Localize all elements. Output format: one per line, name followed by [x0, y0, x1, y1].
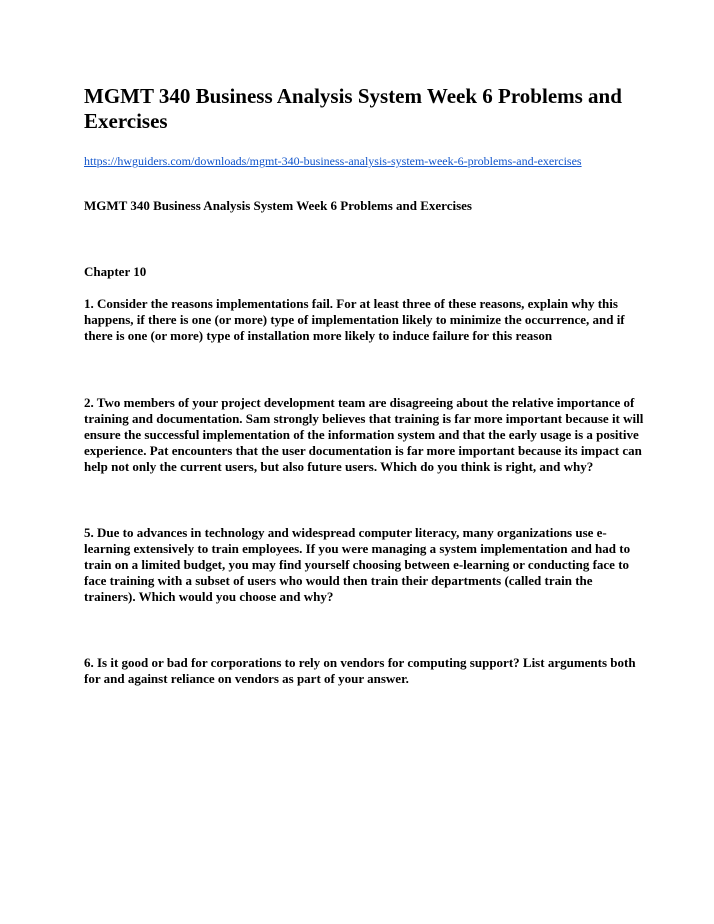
- chapter-heading: Chapter 10: [84, 264, 147, 279]
- question-2: 2. Two members of your project development team are disagreeing about the relative importance of training and documentation. Sam strongly believes that training is far more important because it will ensure the successful implementation of the information system and that the early usage is a positive experience. Pat encounters that the user documentation is far more important because its impact can help not only the current users, but also future users. Which do you think is right, and why?: [84, 395, 644, 474]
- document-title: MGMT 340 Business Analysis System Week 6 Problems and Exercises: [84, 84, 622, 133]
- document-page: [84, 84, 644, 687]
- question-1: 1. Consider the reasons implementations fail. For at least three of these reasons, explain why this happens, if there is one (or more) type of implementation likely to minimize the occurrence, and if there is one (or more) type of installation more likely to induce failure for this reason: [84, 296, 625, 343]
- question-6: 6. Is it good or bad for corporations to rely on vendors for computing support? List arguments both for and against reliance on vendors as part of your answer.: [84, 655, 636, 686]
- download-link[interactable]: https://hwguiders.com/downloads/mgmt-340-business-analysis-system-week-6-problems-and-exercises: [84, 154, 582, 168]
- document-subtitle: MGMT 340 Business Analysis System Week 6 Problems and Exercises: [84, 198, 472, 213]
- question-5: 5. Due to advances in technology and widespread computer literacy, many organizations use e-learning extensively to train employees. If you were managing a system implementation and had to train on a limited budget, you may find yourself choosing between e-learning or conducting face to face training with a subset of users who would then train their departments (called train the trainers). Which would you choose and why?: [84, 525, 631, 604]
